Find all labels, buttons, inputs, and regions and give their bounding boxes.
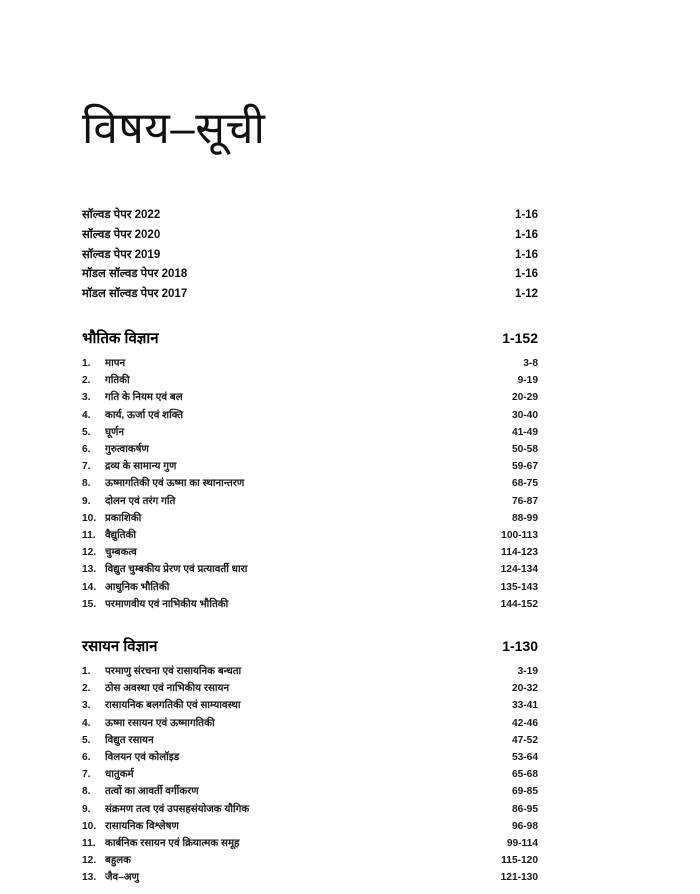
chapter-pages: 20-29 — [511, 392, 538, 404]
chapter-pages: 124-134 — [500, 564, 538, 576]
chapter-pages: 68-75 — [511, 478, 538, 490]
chapter-pages: 20-32 — [511, 683, 538, 695]
chapter-row[interactable] — [82, 852, 538, 869]
chapter-number: 2. — [82, 683, 91, 695]
chapter-list — [82, 663, 538, 887]
chapter-title: रासायनिक विश्लेषण — [105, 820, 179, 832]
chapter-row[interactable] — [82, 835, 538, 852]
solved-paper-row[interactable] — [82, 206, 538, 226]
chapter-pages: 50-58 — [511, 444, 538, 455]
chapter-number: 13. — [82, 564, 97, 576]
chapter-number: 3. — [82, 700, 91, 712]
chapter-title: तत्वों का आवर्ती वर्गीकरण — [105, 786, 199, 798]
chapter-number: 12. — [82, 855, 97, 867]
sections-list — [82, 327, 538, 887]
chapter-pages: 47-52 — [511, 734, 538, 746]
solved-paper-row[interactable] — [82, 246, 538, 266]
solved-paper-label: सॉल्वड पेपर 2020 — [82, 228, 161, 241]
solved-paper-label: सॉल्वड पेपर 2022 — [82, 209, 161, 221]
chapter-row[interactable] — [82, 801, 538, 818]
chapter-number: 13. — [82, 872, 97, 884]
chapter-number: 7. — [82, 769, 91, 781]
chapter-pages: 59-67 — [511, 461, 538, 473]
chapter-row[interactable] — [82, 680, 538, 697]
chapter-pages: 3-8 — [523, 357, 538, 369]
chapter-row[interactable] — [82, 475, 538, 492]
chapter-title: गति के नियम एवं बल — [105, 392, 183, 404]
chapter-title: जैव–अणु — [105, 872, 140, 884]
chapter-row[interactable] — [82, 424, 538, 441]
solved-paper-pages: 1-16 — [514, 248, 538, 261]
chapter-pages: 53-64 — [511, 752, 538, 764]
solved-paper-pages: 1-16 — [514, 228, 538, 241]
chapter-pages: 115-120 — [501, 855, 538, 867]
chapter-title: विलयन एवं कोलॉइड — [105, 752, 180, 764]
chapter-row[interactable] — [82, 749, 538, 766]
chapter-number: 5. — [82, 734, 91, 746]
chapter-title: मापन — [105, 357, 126, 369]
chapter-title: विद्युत चुम्बकीय प्रेरण एवं प्रत्यावर्ती धारा — [105, 564, 248, 576]
chapter-row[interactable] — [82, 527, 538, 544]
chapter-title: गतिकी — [105, 375, 130, 387]
chapter-number: 11. — [82, 530, 96, 542]
chapter-pages: 114-123 — [501, 547, 538, 559]
chapter-pages: 3-19 — [517, 666, 538, 678]
solved-paper-row[interactable] — [82, 265, 538, 285]
chapter-number: 6. — [82, 752, 91, 764]
subject-section — [82, 327, 538, 613]
chapter-number: 6. — [82, 444, 91, 455]
chapter-number: 8. — [82, 478, 91, 490]
chapter-number: 9. — [82, 803, 91, 815]
chapter-title: धातुकर्म — [105, 769, 134, 781]
chapter-row[interactable] — [82, 579, 538, 596]
subject-section — [82, 635, 538, 887]
chapter-pages: 41-49 — [511, 426, 538, 438]
chapter-title: कार्बनिक रसायन एवं क्रियात्मक समूह — [105, 838, 240, 850]
chapter-title: प्रकाशिकी — [105, 512, 142, 524]
chapter-number: 8. — [82, 786, 91, 798]
chapter-pages: 144-152 — [500, 598, 538, 610]
chapter-number: 10. — [82, 512, 97, 524]
chapter-number: 1. — [82, 357, 91, 369]
chapter-row[interactable] — [82, 596, 538, 613]
chapter-number: 3. — [82, 392, 91, 404]
solved-paper-row[interactable] — [82, 285, 538, 305]
solved-paper-pages: 1-12 — [514, 288, 538, 301]
chapter-number: 11. — [82, 838, 96, 850]
chapter-title: संक्रमण तत्व एवं उपसहसंयोजक यौगिक — [105, 803, 250, 815]
chapter-title: गुरुत्वाकर्षण — [105, 444, 149, 455]
chapter-title: दोलन एवं तरंग गति — [105, 495, 176, 507]
chapter-row[interactable] — [82, 407, 538, 424]
chapter-title: ठोस अवस्था एवं नाभिकीय रसायन — [105, 683, 230, 695]
chapter-row[interactable] — [82, 561, 538, 578]
section-pages: 1-152 — [502, 329, 538, 346]
chapter-number: 15. — [82, 598, 97, 610]
chapter-title: ऊष्मा रसायन एवं ऊष्मागतिकी — [105, 717, 215, 729]
chapter-pages: 86-95 — [511, 803, 538, 815]
chapter-pages: 135-143 — [500, 581, 538, 593]
section-title: भौतिक विज्ञान — [82, 329, 159, 347]
chapter-title: रासायनिक बलगतिकी एवं साम्यावस्था — [105, 700, 241, 712]
chapter-pages: 76-87 — [511, 495, 538, 507]
section-pages: 1-130 — [502, 638, 538, 655]
chapter-pages: 9-19 — [517, 375, 538, 387]
chapter-title: द्रव्य के सामान्य गुण — [105, 461, 177, 473]
chapter-pages: 30-40 — [511, 409, 538, 421]
chapter-number: 14. — [82, 581, 97, 593]
chapter-row[interactable] — [82, 441, 538, 458]
section-header[interactable] — [82, 327, 538, 350]
chapter-title: परमाणु संरचना एवं रासायनिक बन्धता — [105, 666, 242, 678]
chapter-number: 4. — [82, 409, 91, 421]
chapter-title: कार्य, ऊर्जा एवं शक्ति — [105, 409, 184, 421]
chapter-number: 12. — [82, 547, 97, 559]
chapter-list — [82, 355, 538, 613]
chapter-number: 1. — [82, 666, 91, 678]
solved-paper-label: सॉल्वड पेपर 2019 — [82, 248, 161, 261]
chapter-pages: 65-68 — [511, 769, 538, 781]
chapter-row[interactable] — [82, 372, 538, 389]
chapter-title: विद्युत रसायन — [105, 734, 154, 746]
chapter-row[interactable] — [82, 818, 538, 835]
chapter-row[interactable] — [82, 715, 538, 732]
chapter-row[interactable] — [82, 544, 538, 561]
chapter-number: 2. — [82, 375, 91, 387]
chapter-title: आधुनिक भौतिकी — [105, 581, 170, 593]
solved-paper-label: मॉडल सॉल्वड पेपर 2017 — [82, 288, 188, 301]
chapter-pages: 42-46 — [511, 717, 538, 729]
chapter-pages: 96-98 — [511, 820, 538, 832]
chapter-row[interactable] — [82, 355, 538, 372]
chapter-number: 10. — [82, 820, 97, 832]
chapter-title: चुम्बकत्व — [105, 547, 137, 559]
chapter-title: बहुलक — [105, 855, 131, 867]
chapter-row[interactable] — [82, 869, 538, 886]
solved-paper-pages: 1-16 — [514, 268, 538, 281]
chapter-row[interactable] — [82, 458, 538, 475]
solved-papers-list — [82, 206, 538, 305]
section-title: रसायन विज्ञान — [82, 638, 158, 656]
chapter-title: परमाणवीय एवं नाभिकीय भौतिकी — [105, 598, 229, 610]
chapter-title: वैद्युतिकी — [105, 530, 136, 542]
chapter-number: 5. — [82, 426, 91, 438]
chapter-row[interactable] — [82, 389, 538, 406]
chapter-title: घूर्णन — [105, 426, 125, 438]
chapter-pages: 33-41 — [511, 700, 538, 712]
chapter-number: 7. — [82, 461, 91, 473]
chapter-pages: 88-99 — [511, 512, 538, 524]
chapter-row[interactable] — [82, 663, 538, 680]
solved-paper-label: मॉडल सॉल्वड पेपर 2018 — [82, 268, 188, 281]
chapter-row[interactable] — [82, 493, 538, 510]
toc-content — [82, 206, 538, 887]
chapter-row[interactable] — [82, 783, 538, 800]
chapter-pages: 69-85 — [511, 786, 538, 798]
section-header[interactable] — [82, 635, 538, 658]
chapter-number: 9. — [82, 495, 91, 507]
chapter-number: 4. — [82, 717, 91, 729]
chapter-row[interactable] — [82, 766, 538, 783]
chapter-row[interactable] — [82, 732, 538, 749]
solved-paper-pages: 1-16 — [514, 209, 538, 221]
chapter-pages: 99-114 — [506, 838, 538, 850]
chapter-pages: 121-130 — [500, 872, 538, 884]
solved-paper-row[interactable] — [82, 226, 538, 246]
chapter-title: ऊष्मागतिकी एवं ऊष्मा का स्थानान्तरण — [105, 478, 245, 490]
page-title: विषय–सूची — [82, 104, 266, 153]
chapter-pages: 100-113 — [501, 530, 538, 542]
chapter-row[interactable] — [82, 510, 538, 527]
chapter-row[interactable] — [82, 697, 538, 714]
